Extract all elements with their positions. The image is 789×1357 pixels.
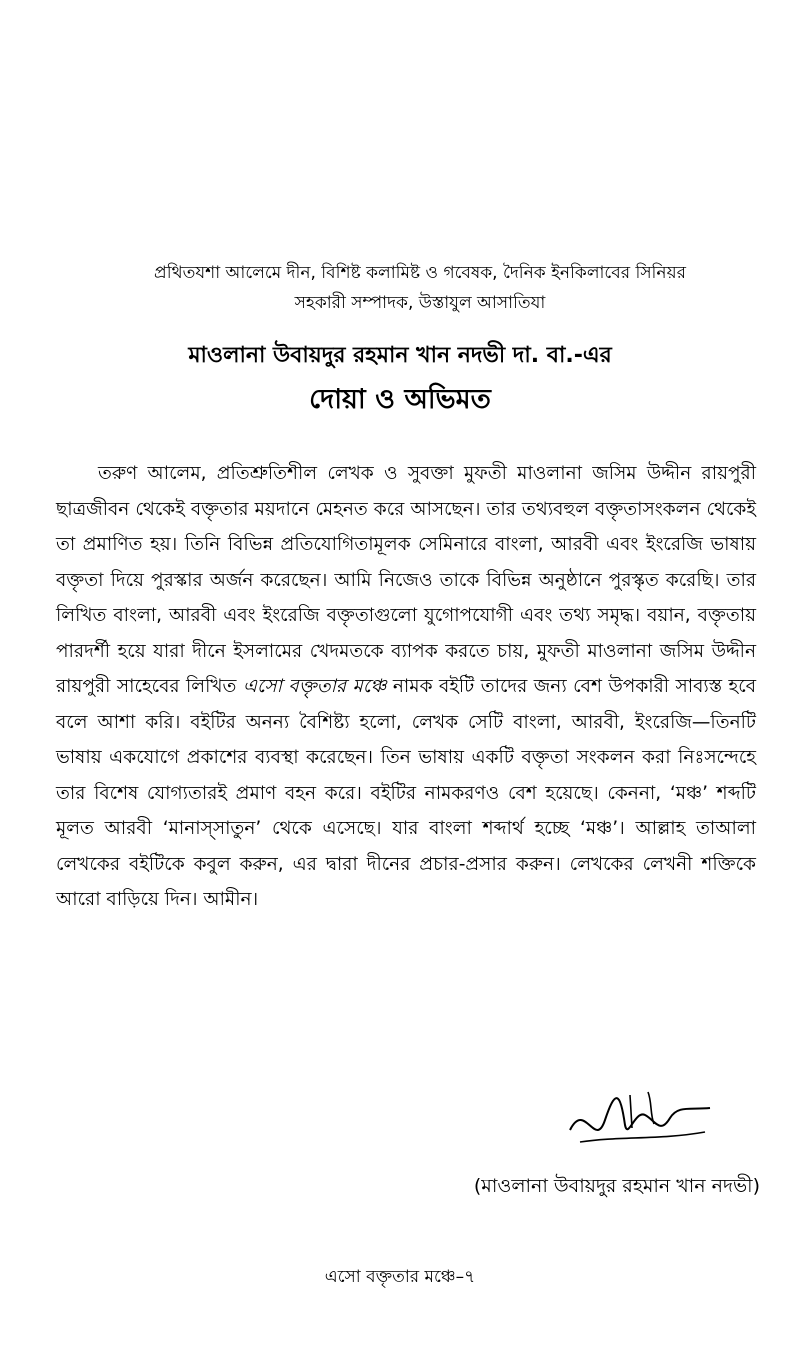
book-title: এসো বক্তৃতার মঞ্চে: [242, 676, 387, 697]
body-text-part-2: নামক বইটি তাদের জন্য বেশ উপকারী সাব্যস্ত হবে বলে আশা করি। বইটির অনন্য বৈশিষ্ট্য হলো, লেখক সেটি বাংলা, আরবী, ইংরেজি—তিনটি ভাষায় একযোগে প্রকাশের ব্যবস্থা করেছেন। তিন ভাষায় একটি বক্তৃতা সংকলন করা নিঃসন্দেহে তার বিশেষ যোগ্যতারই প্রমাণ বহন করে। বইটির নামকরণও বেশ হয়েছে। কেননা, ‘মঞ্চ’ শব্দটি মূলত আরবী ‘মানাস্সাতুন’ থেকে এসেছে। যার বাংলা শব্দার্থ হচ্ছে ‘মঞ্চ’। আল্লাহ তাআলা লেখকের বইটিকে কবুল করুন, এর দ্বারা দীনের প্রচার-প্রসার করুন। লেখকের লেখনী শক্তিকে আরো বাড়িয়ে দিন। আমীন।: [56, 676, 756, 910]
signer-name: (মাওলানা উবায়দুর রহমান খান নদভী): [473, 1175, 760, 1197]
intro-line-2: সহকারী সম্পাদক, উস্তাযুল আসাতিযা: [294, 293, 546, 313]
intro-line-1: প্রথিতযশা আলেমে দীন, বিশিষ্ট কলামিষ্ট ও গবেষক, দৈনিক ইনকিলাবের সিনিয়র: [154, 263, 686, 283]
section-heading: দোয়া ও অভিমত: [309, 384, 491, 415]
body-text-part-1: তরুণ আলেম, প্রতিশ্রুতিশীল লেখক ও সুবক্তা মুফতী মাওলানা জসিম উদ্দীন রায়পুরী ছাত্রজীবন থেকেই বক্তৃতার ময়দানে মেহনত করে আসছেন। তার তথ্যবহুল বক্তৃতাসংকলন থেকেই তা প্রমাণিত হয়। তিনি বিভিন্ন প্রতিযোগিতামূলক সেমিনারে বাংলা, আরবী এবং ইংরেজি ভাষায় বক্তৃতা দিয়ে পুরস্কার অর্জন করেছেন। আমি নিজেও তাকে বিভিন্ন অনুষ্ঠানে পুরস্কৃত করেছি। তার লিখিত বাংলা, আরবী এবং ইংরেজি বক্তৃতাগুলো যুগোপযোগী এবং তথ্য সমৃদ্ধ। বয়ান, বক্তৃতায় পারদর্শী হয়ে যারা দীনে ইসলামের খেদমতকে ব্যাপক করতে চায়, মুফতী মাওলানা জসিম উদ্দীন রায়পুরী সাহেবের লিখিত: [56, 463, 756, 697]
page-footer: এসো বক্তৃতার মঞ্চে–৭: [324, 1267, 476, 1287]
handwritten-signature: [560, 1080, 720, 1160]
intro-block: [80, 258, 760, 318]
body-paragraph: [56, 456, 756, 918]
author-name-line: মাওলানা উবায়দুর রহমান খান নদভী দা. বা.-এর: [188, 343, 612, 368]
